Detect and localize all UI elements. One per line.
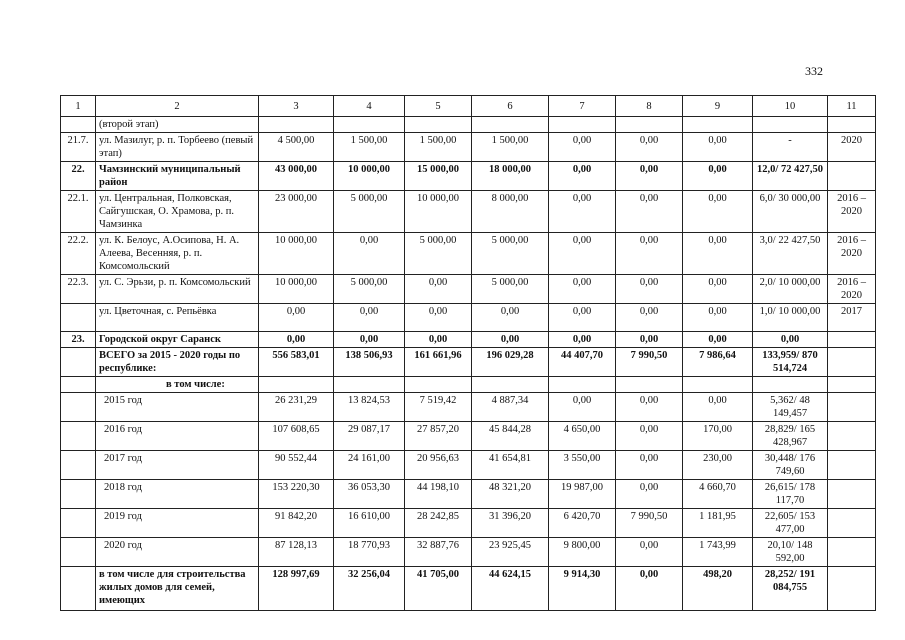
value-cell: 10 000,00 bbox=[405, 191, 472, 233]
value-cell bbox=[753, 377, 828, 393]
value-cell: 107 608,65 bbox=[259, 422, 334, 451]
value-cell: 2020 bbox=[828, 133, 876, 162]
row-number-cell: 22.1. bbox=[61, 191, 96, 233]
value-cell: 0,00 bbox=[683, 275, 753, 304]
value-cell: 27 857,20 bbox=[405, 422, 472, 451]
value-cell: 4 500,00 bbox=[259, 133, 334, 162]
value-cell bbox=[259, 117, 334, 133]
value-cell: 1 500,00 bbox=[334, 133, 405, 162]
value-cell: 2,0/ 10 000,00 bbox=[753, 275, 828, 304]
row-name-cell: ул. С. Эрьзи, р. п. Комсомольский bbox=[96, 275, 259, 304]
value-cell: 9 914,30 bbox=[549, 567, 616, 611]
value-cell bbox=[616, 377, 683, 393]
value-cell: 26 231,29 bbox=[259, 393, 334, 422]
row-number-cell bbox=[61, 509, 96, 538]
row-name-cell: (второй этап) bbox=[96, 117, 259, 133]
value-cell: 0,00 bbox=[616, 191, 683, 233]
row-name-cell: 2020 год bbox=[96, 538, 259, 567]
value-cell: 91 842,20 bbox=[259, 509, 334, 538]
value-cell bbox=[405, 377, 472, 393]
row-name-cell: Городской округ Саранск bbox=[96, 332, 259, 348]
column-header: 9 bbox=[683, 96, 753, 117]
value-cell bbox=[828, 480, 876, 509]
value-cell: 24 161,00 bbox=[334, 451, 405, 480]
value-cell: 10 000,00 bbox=[259, 233, 334, 275]
value-cell: 0,00 bbox=[683, 393, 753, 422]
column-header: 8 bbox=[616, 96, 683, 117]
value-cell: 0,00 bbox=[334, 332, 405, 348]
row-number-cell bbox=[61, 304, 96, 332]
value-cell: 0,00 bbox=[549, 332, 616, 348]
column-header: 6 bbox=[472, 96, 549, 117]
row-name-cell: ул. К. Белоус, А.Осипова, Н. А. Алеева, Весенняя, р. п. Комсомольский bbox=[96, 233, 259, 275]
value-cell: 0,00 bbox=[259, 304, 334, 332]
value-cell bbox=[334, 117, 405, 133]
value-cell bbox=[753, 117, 828, 133]
table-row bbox=[61, 162, 876, 191]
table-row bbox=[61, 133, 876, 162]
value-cell: 0,00 bbox=[616, 133, 683, 162]
row-number-cell bbox=[61, 422, 96, 451]
value-cell: 13 824,53 bbox=[334, 393, 405, 422]
value-cell: 26,615/ 178 117,70 bbox=[753, 480, 828, 509]
financing-table bbox=[60, 95, 876, 611]
value-cell bbox=[472, 377, 549, 393]
value-cell: 18 000,00 bbox=[472, 162, 549, 191]
value-cell: 0,00 bbox=[616, 422, 683, 451]
value-cell: 1 181,95 bbox=[683, 509, 753, 538]
value-cell: 7 986,64 bbox=[683, 348, 753, 377]
value-cell: 0,00 bbox=[616, 538, 683, 567]
value-cell: 12,0/ 72 427,50 bbox=[753, 162, 828, 191]
value-cell bbox=[828, 162, 876, 191]
table-row bbox=[61, 393, 876, 422]
value-cell: 10 000,00 bbox=[334, 162, 405, 191]
value-cell: 3 550,00 bbox=[549, 451, 616, 480]
row-name-cell: ул. Мазилуг, р. п. Торбеево (певый этап) bbox=[96, 133, 259, 162]
row-name-cell: 2017 год bbox=[96, 451, 259, 480]
value-cell: 7 990,50 bbox=[616, 509, 683, 538]
value-cell: 0,00 bbox=[549, 304, 616, 332]
value-cell: 0,00 bbox=[549, 162, 616, 191]
value-cell: 138 506,93 bbox=[334, 348, 405, 377]
value-cell: 41 654,81 bbox=[472, 451, 549, 480]
value-cell: 0,00 bbox=[549, 233, 616, 275]
value-cell: 0,00 bbox=[549, 275, 616, 304]
value-cell: 5 000,00 bbox=[334, 191, 405, 233]
value-cell: 0,00 bbox=[616, 567, 683, 611]
value-cell: 32 256,04 bbox=[334, 567, 405, 611]
row-name-cell: 2019 год bbox=[96, 509, 259, 538]
value-cell: 5 000,00 bbox=[472, 275, 549, 304]
value-cell bbox=[828, 117, 876, 133]
row-name-cell: ВСЕГО за 2015 - 2020 годы по республике: bbox=[96, 348, 259, 377]
value-cell: 20 956,63 bbox=[405, 451, 472, 480]
value-cell: 0,00 bbox=[753, 332, 828, 348]
value-cell: 0,00 bbox=[683, 162, 753, 191]
value-cell: 45 844,28 bbox=[472, 422, 549, 451]
value-cell bbox=[683, 117, 753, 133]
value-cell: 28,829/ 165 428,967 bbox=[753, 422, 828, 451]
table-row bbox=[61, 480, 876, 509]
row-number-cell bbox=[61, 538, 96, 567]
value-cell: 87 128,13 bbox=[259, 538, 334, 567]
table-row bbox=[61, 538, 876, 567]
value-cell: 0,00 bbox=[683, 133, 753, 162]
row-number-cell: 23. bbox=[61, 332, 96, 348]
value-cell: 0,00 bbox=[549, 133, 616, 162]
value-cell bbox=[828, 332, 876, 348]
value-cell: 15 000,00 bbox=[405, 162, 472, 191]
column-header: 2 bbox=[96, 96, 259, 117]
value-cell: 1,0/ 10 000,00 bbox=[753, 304, 828, 332]
row-name-cell: ул. Цветочная, с. Репьёвка bbox=[96, 304, 259, 332]
row-name-cell: в том числе: bbox=[96, 377, 259, 393]
column-header: 5 bbox=[405, 96, 472, 117]
value-cell: 44 198,10 bbox=[405, 480, 472, 509]
column-header: 11 bbox=[828, 96, 876, 117]
value-cell: 5 000,00 bbox=[405, 233, 472, 275]
value-cell: 1 500,00 bbox=[472, 133, 549, 162]
value-cell: 5 000,00 bbox=[334, 275, 405, 304]
table-row bbox=[61, 304, 876, 332]
value-cell bbox=[405, 117, 472, 133]
column-header: 10 bbox=[753, 96, 828, 117]
column-header: 4 bbox=[334, 96, 405, 117]
value-cell: 2016 – 2020 bbox=[828, 191, 876, 233]
value-cell: 19 987,00 bbox=[549, 480, 616, 509]
value-cell: 2017 bbox=[828, 304, 876, 332]
value-cell: 0,00 bbox=[616, 393, 683, 422]
row-number-cell: 22.2. bbox=[61, 233, 96, 275]
value-cell bbox=[616, 117, 683, 133]
page-number: 332 bbox=[805, 64, 823, 78]
value-cell: 6 420,70 bbox=[549, 509, 616, 538]
value-cell: 0,00 bbox=[683, 233, 753, 275]
value-cell bbox=[828, 567, 876, 611]
table-row bbox=[61, 509, 876, 538]
value-cell: 43 000,00 bbox=[259, 162, 334, 191]
value-cell: 44 624,15 bbox=[472, 567, 549, 611]
column-header: 7 bbox=[549, 96, 616, 117]
value-cell: 0,00 bbox=[683, 304, 753, 332]
row-number-cell: 22.3. bbox=[61, 275, 96, 304]
row-name-cell: в том числе для строительства жилых домов для семей, имеющих bbox=[96, 567, 259, 611]
table-row bbox=[61, 332, 876, 348]
row-number-cell bbox=[61, 480, 96, 509]
value-cell: 28,252/ 191 084,755 bbox=[753, 567, 828, 611]
value-cell bbox=[828, 377, 876, 393]
value-cell: 153 220,30 bbox=[259, 480, 334, 509]
table-row bbox=[61, 451, 876, 480]
value-cell: - bbox=[753, 133, 828, 162]
table-row bbox=[61, 422, 876, 451]
value-cell: 1 743,99 bbox=[683, 538, 753, 567]
row-number-cell: 21.7. bbox=[61, 133, 96, 162]
value-cell bbox=[259, 377, 334, 393]
value-cell: 10 000,00 bbox=[259, 275, 334, 304]
value-cell: 0,00 bbox=[405, 275, 472, 304]
value-cell: 0,00 bbox=[616, 304, 683, 332]
value-cell: 0,00 bbox=[472, 332, 549, 348]
value-cell: 2016 – 2020 bbox=[828, 275, 876, 304]
value-cell bbox=[828, 393, 876, 422]
value-cell: 0,00 bbox=[616, 451, 683, 480]
row-name-cell: 2018 год bbox=[96, 480, 259, 509]
value-cell: 0,00 bbox=[616, 233, 683, 275]
value-cell bbox=[828, 509, 876, 538]
value-cell: 0,00 bbox=[616, 480, 683, 509]
table-body bbox=[61, 96, 876, 611]
value-cell: 230,00 bbox=[683, 451, 753, 480]
value-cell: 0,00 bbox=[405, 332, 472, 348]
value-cell: 3,0/ 22 427,50 bbox=[753, 233, 828, 275]
value-cell: 48 321,20 bbox=[472, 480, 549, 509]
value-cell: 196 029,28 bbox=[472, 348, 549, 377]
table-row bbox=[61, 275, 876, 304]
value-cell: 18 770,93 bbox=[334, 538, 405, 567]
value-cell: 128 997,69 bbox=[259, 567, 334, 611]
value-cell: 20,10/ 148 592,00 bbox=[753, 538, 828, 567]
value-cell: 161 661,96 bbox=[405, 348, 472, 377]
value-cell: 36 053,30 bbox=[334, 480, 405, 509]
value-cell: 30,448/ 176 749,60 bbox=[753, 451, 828, 480]
row-number-cell bbox=[61, 451, 96, 480]
row-number-cell bbox=[61, 567, 96, 611]
row-name-cell: 2016 год bbox=[96, 422, 259, 451]
value-cell bbox=[549, 117, 616, 133]
value-cell: 0,00 bbox=[334, 233, 405, 275]
value-cell: 5 000,00 bbox=[472, 233, 549, 275]
table-row bbox=[61, 117, 876, 133]
value-cell: 4 887,34 bbox=[472, 393, 549, 422]
value-cell: 0,00 bbox=[616, 332, 683, 348]
value-cell: 8 000,00 bbox=[472, 191, 549, 233]
value-cell: 1 500,00 bbox=[405, 133, 472, 162]
value-cell: 2016 – 2020 bbox=[828, 233, 876, 275]
value-cell: 0,00 bbox=[259, 332, 334, 348]
value-cell bbox=[472, 117, 549, 133]
value-cell: 4 660,70 bbox=[683, 480, 753, 509]
header-row bbox=[61, 96, 876, 117]
row-number-cell bbox=[61, 117, 96, 133]
value-cell bbox=[549, 377, 616, 393]
table-row bbox=[61, 567, 876, 611]
value-cell: 0,00 bbox=[472, 304, 549, 332]
value-cell bbox=[334, 377, 405, 393]
value-cell: 16 610,00 bbox=[334, 509, 405, 538]
value-cell: 0,00 bbox=[616, 275, 683, 304]
value-cell: 133,959/ 870 514,724 bbox=[753, 348, 828, 377]
row-number-cell bbox=[61, 348, 96, 377]
value-cell: 170,00 bbox=[683, 422, 753, 451]
table-row bbox=[61, 191, 876, 233]
row-name-cell: 2015 год bbox=[96, 393, 259, 422]
value-cell: 0,00 bbox=[334, 304, 405, 332]
value-cell: 0,00 bbox=[683, 332, 753, 348]
value-cell: 0,00 bbox=[683, 191, 753, 233]
value-cell: 4 650,00 bbox=[549, 422, 616, 451]
value-cell: 41 705,00 bbox=[405, 567, 472, 611]
value-cell: 29 087,17 bbox=[334, 422, 405, 451]
table-row bbox=[61, 348, 876, 377]
value-cell: 90 552,44 bbox=[259, 451, 334, 480]
table-row bbox=[61, 377, 876, 393]
value-cell: 6,0/ 30 000,00 bbox=[753, 191, 828, 233]
value-cell: 7 990,50 bbox=[616, 348, 683, 377]
value-cell bbox=[828, 538, 876, 567]
value-cell: 0,00 bbox=[549, 191, 616, 233]
value-cell: 0,00 bbox=[405, 304, 472, 332]
row-number-cell bbox=[61, 377, 96, 393]
value-cell: 7 519,42 bbox=[405, 393, 472, 422]
value-cell bbox=[683, 377, 753, 393]
table-row bbox=[61, 233, 876, 275]
value-cell: 23 925,45 bbox=[472, 538, 549, 567]
value-cell bbox=[828, 451, 876, 480]
row-name-cell: ул. Центральная, Полковская, Сайгушская, О. Храмова, р. п. Чамзинка bbox=[96, 191, 259, 233]
value-cell: 44 407,70 bbox=[549, 348, 616, 377]
value-cell: 498,20 bbox=[683, 567, 753, 611]
row-name-cell: Чамзинский муниципальный район bbox=[96, 162, 259, 191]
value-cell: 31 396,20 bbox=[472, 509, 549, 538]
column-header: 3 bbox=[259, 96, 334, 117]
row-number-cell bbox=[61, 393, 96, 422]
value-cell: 32 887,76 bbox=[405, 538, 472, 567]
value-cell: 0,00 bbox=[616, 162, 683, 191]
value-cell: 0,00 bbox=[549, 393, 616, 422]
value-cell: 5,362/ 48 149,457 bbox=[753, 393, 828, 422]
column-header: 1 bbox=[61, 96, 96, 117]
value-cell bbox=[828, 348, 876, 377]
value-cell: 556 583,01 bbox=[259, 348, 334, 377]
value-cell bbox=[828, 422, 876, 451]
row-number-cell: 22. bbox=[61, 162, 96, 191]
value-cell: 22,605/ 153 477,00 bbox=[753, 509, 828, 538]
value-cell: 9 800,00 bbox=[549, 538, 616, 567]
value-cell: 23 000,00 bbox=[259, 191, 334, 233]
value-cell: 28 242,85 bbox=[405, 509, 472, 538]
